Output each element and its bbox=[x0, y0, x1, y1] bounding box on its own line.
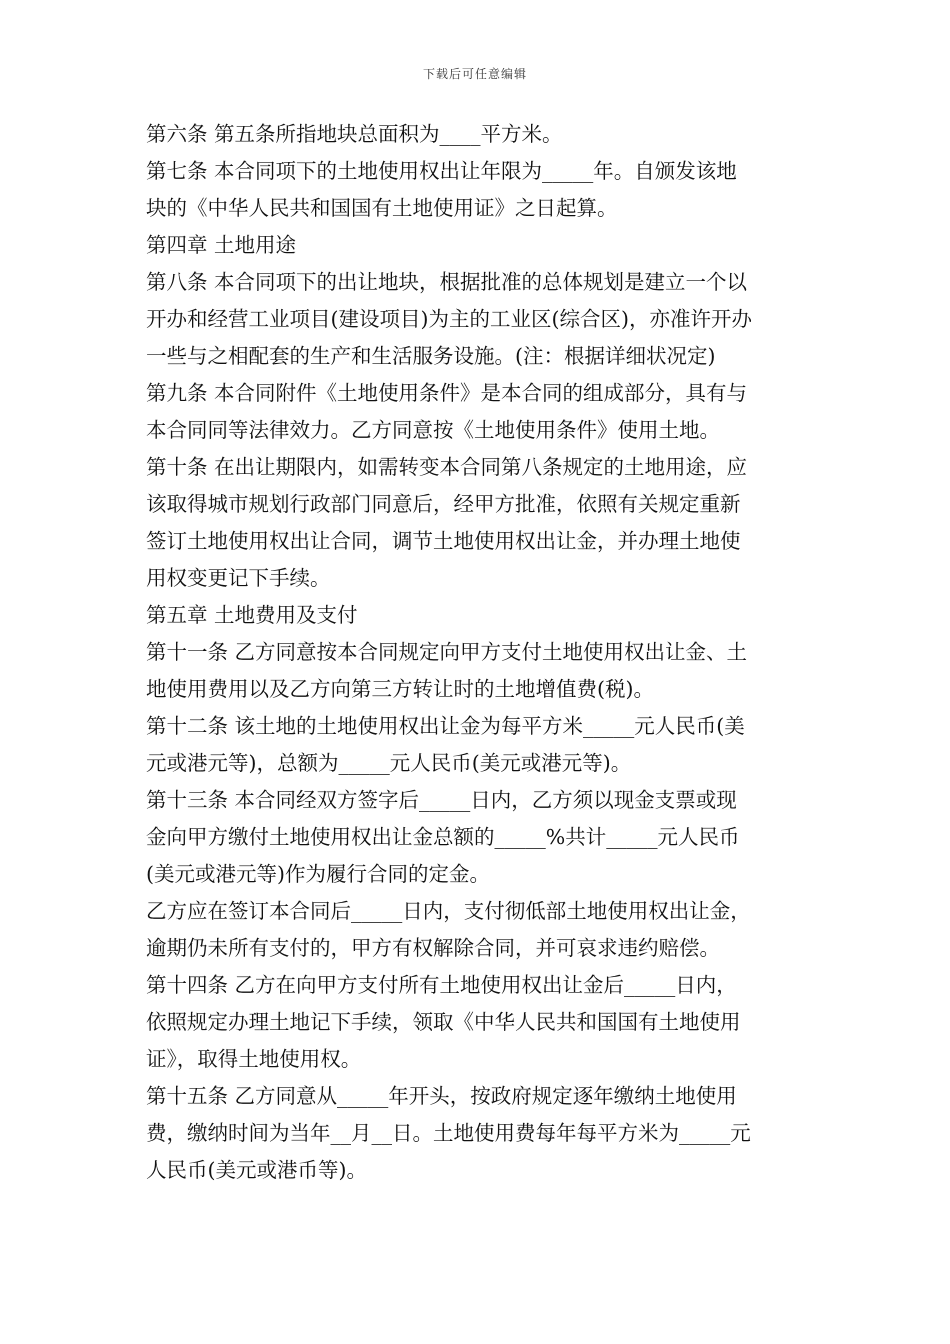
text-line: 地使用费用以及乙方向第三方转让时的土地增值费(税)。 bbox=[146, 677, 654, 701]
text-line: 第十二条 该土地的土地使用权出让金为每平方米_____元人民币(美 bbox=[146, 714, 745, 738]
text-line: 本合同同等法律效力。乙方同意按《土地使用条件》使用土地。 bbox=[146, 418, 720, 442]
text-line: 第十条 在出让期限内，如需转变本合同第八条规定的土地用途，应 bbox=[146, 455, 748, 479]
text-line: 费，缴纳时间为当年__月__日。土地使用费每年每平方米为_____元 bbox=[146, 1121, 751, 1145]
chapter-heading: 第四章 土地用途 bbox=[146, 233, 297, 257]
text-line: 证》，取得土地使用权。 bbox=[146, 1047, 362, 1071]
text-line: (美元或港元等)作为履行合同的定金。 bbox=[146, 862, 490, 886]
text-line: 第七条 本合同项下的土地使用权出让年限为_____年。自颁发该地 bbox=[146, 159, 737, 183]
text-line: 元或港元等)，总额为_____元人民币(美元或港元等)。 bbox=[146, 751, 632, 775]
text-line: 签订土地使用权出让合同，调节土地使用权出让金，并办理土地使 bbox=[146, 529, 741, 553]
text-line: 开办和经营工业项目(建设项目)为主的工业区(综合区)，亦准许开办 bbox=[146, 307, 752, 331]
text-line: 块的《中华人民共和国国有土地使用证》之日起算。 bbox=[146, 196, 618, 220]
text-line: 人民币(美元或港币等)。 bbox=[146, 1158, 367, 1182]
chapter-heading: 第五章 土地费用及支付 bbox=[146, 603, 358, 627]
text-line: 第九条 本合同附件《土地使用条件》是本合同的组成部分，具有与 bbox=[146, 381, 748, 405]
text-line: 乙方应在签订本合同后_____日内，支付彻低部土地使用权出让金， bbox=[146, 899, 751, 923]
page-header-note: 下载后可任意编辑 bbox=[422, 67, 527, 81]
text-line: 第六条 第五条所指地块总面积为____平方米。 bbox=[146, 122, 563, 146]
document-body bbox=[146, 116, 810, 1189]
text-line: 一些与之相配套的生产和生活服务设施。(注：根据详细状况定) bbox=[146, 344, 716, 368]
text-line: 第十五条 乙方同意从_____年开头，按政府规定逐年缴纳土地使用 bbox=[146, 1084, 737, 1108]
text-line: 第十三条 本合同经双方签字后_____日内，乙方须以现金支票或现 bbox=[146, 788, 737, 812]
text-line: 第八条 本合同项下的出让地块，根据批准的总体规划是建立一个以 bbox=[146, 270, 748, 294]
text-line: 金向甲方缴付土地使用权出让金总额的_____%共计_____元人民币 bbox=[146, 825, 740, 849]
text-line: 逾期仍未所有支付的，甲方有权解除合同，并可哀求违约赔偿。 bbox=[146, 936, 720, 960]
text-line: 用权变更记下手续。 bbox=[146, 566, 331, 590]
text-line: 第十四条 乙方在向甲方支付所有土地使用权出让金后_____日内， bbox=[146, 973, 737, 997]
text-line: 第十一条 乙方同意按本合同规定向甲方支付土地使用权出让金、土 bbox=[146, 640, 748, 664]
text-line: 依照规定办理土地记下手续，领取《中华人民共和国国有土地使用 bbox=[146, 1010, 741, 1034]
text-line: 该取得城市规划行政部门同意后，经甲方批准，依照有关规定重新 bbox=[146, 492, 741, 516]
